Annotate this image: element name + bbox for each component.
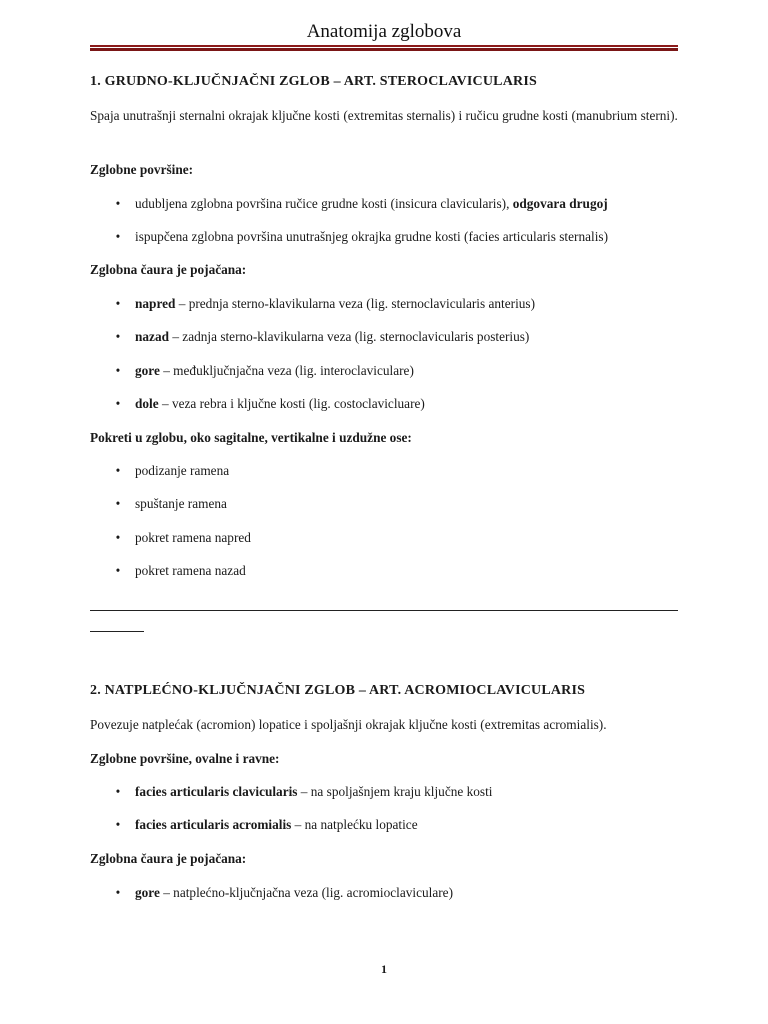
bullet-icon: • <box>115 363 121 378</box>
bullet-icon: • <box>115 329 121 344</box>
bullet-icon: • <box>115 496 121 511</box>
list-item-term: gore <box>135 885 160 900</box>
document-title: Anatomija zglobova <box>306 21 462 42</box>
list-item-text: pokret ramena napred <box>135 530 251 545</box>
list-item-text: udubljena zglobna površina ručice grudne kosti (insicura clavicularis), <box>135 196 513 211</box>
list-item-text: – na spoljašnjem kraju ključne kosti <box>297 784 493 799</box>
bullet-icon: • <box>115 229 121 244</box>
list-item-text: – na natplećku lopatice <box>291 817 418 832</box>
bullet-icon: • <box>115 563 121 578</box>
list-item-term: nazad <box>135 329 169 344</box>
list-item-text: – natplećno-ključnjačna veza (lig. acromioclaviculare) <box>159 885 453 900</box>
section1-intro: Spaja unutrašnji sternalni okrajak ključne kosti (extremitas sternalis) i ručicu grudne kosti (manubrium sterni). <box>90 108 678 123</box>
list-item-term: napred <box>135 296 176 311</box>
section2-surfaces-title: Zglobne površine, ovalne i ravne: <box>90 751 280 766</box>
section1-movements-title: Pokreti u zglobu, oko sagitalne, vertikalne i uzdužne ose: <box>90 430 412 445</box>
section-divider-short <box>90 631 144 632</box>
list-item-text: – veza rebra i ključne kosti (lig. costoclavicluare) <box>158 396 425 411</box>
list-item-text: – međuključnjačna veza (lig. interoclaviculare) <box>159 363 414 378</box>
section1-heading: 1. GRUDNO-KLJUČNJAČNI ZGLOB – ART. STEROCLAVICULARIS <box>90 74 537 89</box>
title-divider <box>90 45 678 52</box>
bullet-icon: • <box>115 530 121 545</box>
page-number: 1 <box>381 962 387 976</box>
bullet-icon: • <box>115 784 121 799</box>
list-item-text: spuštanje ramena <box>135 496 227 511</box>
section-divider <box>90 610 678 611</box>
section2-capsule-title: Zglobna čaura je pojačana: <box>90 851 247 866</box>
list-item-term: dole <box>135 396 159 411</box>
section2-intro: Povezuje natplećak (acromion) lopatice i spoljašnji okrajak ključne kosti (extremitas acromialis). <box>90 717 607 732</box>
bullet-icon: • <box>115 817 121 832</box>
list-item-term: facies articularis acromialis <box>135 817 292 832</box>
bullet-icon: • <box>115 296 121 311</box>
list-item-emphasis: odgovara drugoj <box>512 196 608 211</box>
list-item-text: – zadnja sterno-klavikularna veza (lig. sternoclavicularis posterius) <box>169 329 530 344</box>
bullet-icon: • <box>115 196 121 211</box>
bullet-icon: • <box>115 463 121 478</box>
list-item-text: pokret ramena nazad <box>135 563 246 578</box>
list-item-text: – prednja sterno-klavikularna veza (lig. sternoclavicularis anterius) <box>175 296 536 311</box>
list-item-text: ispupčena zglobna površina unutrašnjeg okrajka grudne kosti (facies articularis sternalis) <box>135 229 608 244</box>
bullet-icon: • <box>115 396 121 411</box>
list-item-term: facies articularis clavicularis <box>135 784 298 799</box>
section2-heading: 2. NATPLEĆNO-KLJUČNJAČNI ZGLOB – ART. ACROMIOCLAVICULARIS <box>90 683 586 698</box>
section1-capsule-title: Zglobna čaura je pojačana: <box>90 262 247 277</box>
list-item-term: gore <box>135 363 160 378</box>
section1-surfaces-title: Zglobne površine: <box>90 162 194 177</box>
list-item-text: podizanje ramena <box>135 463 230 478</box>
bullet-icon: • <box>115 885 121 900</box>
